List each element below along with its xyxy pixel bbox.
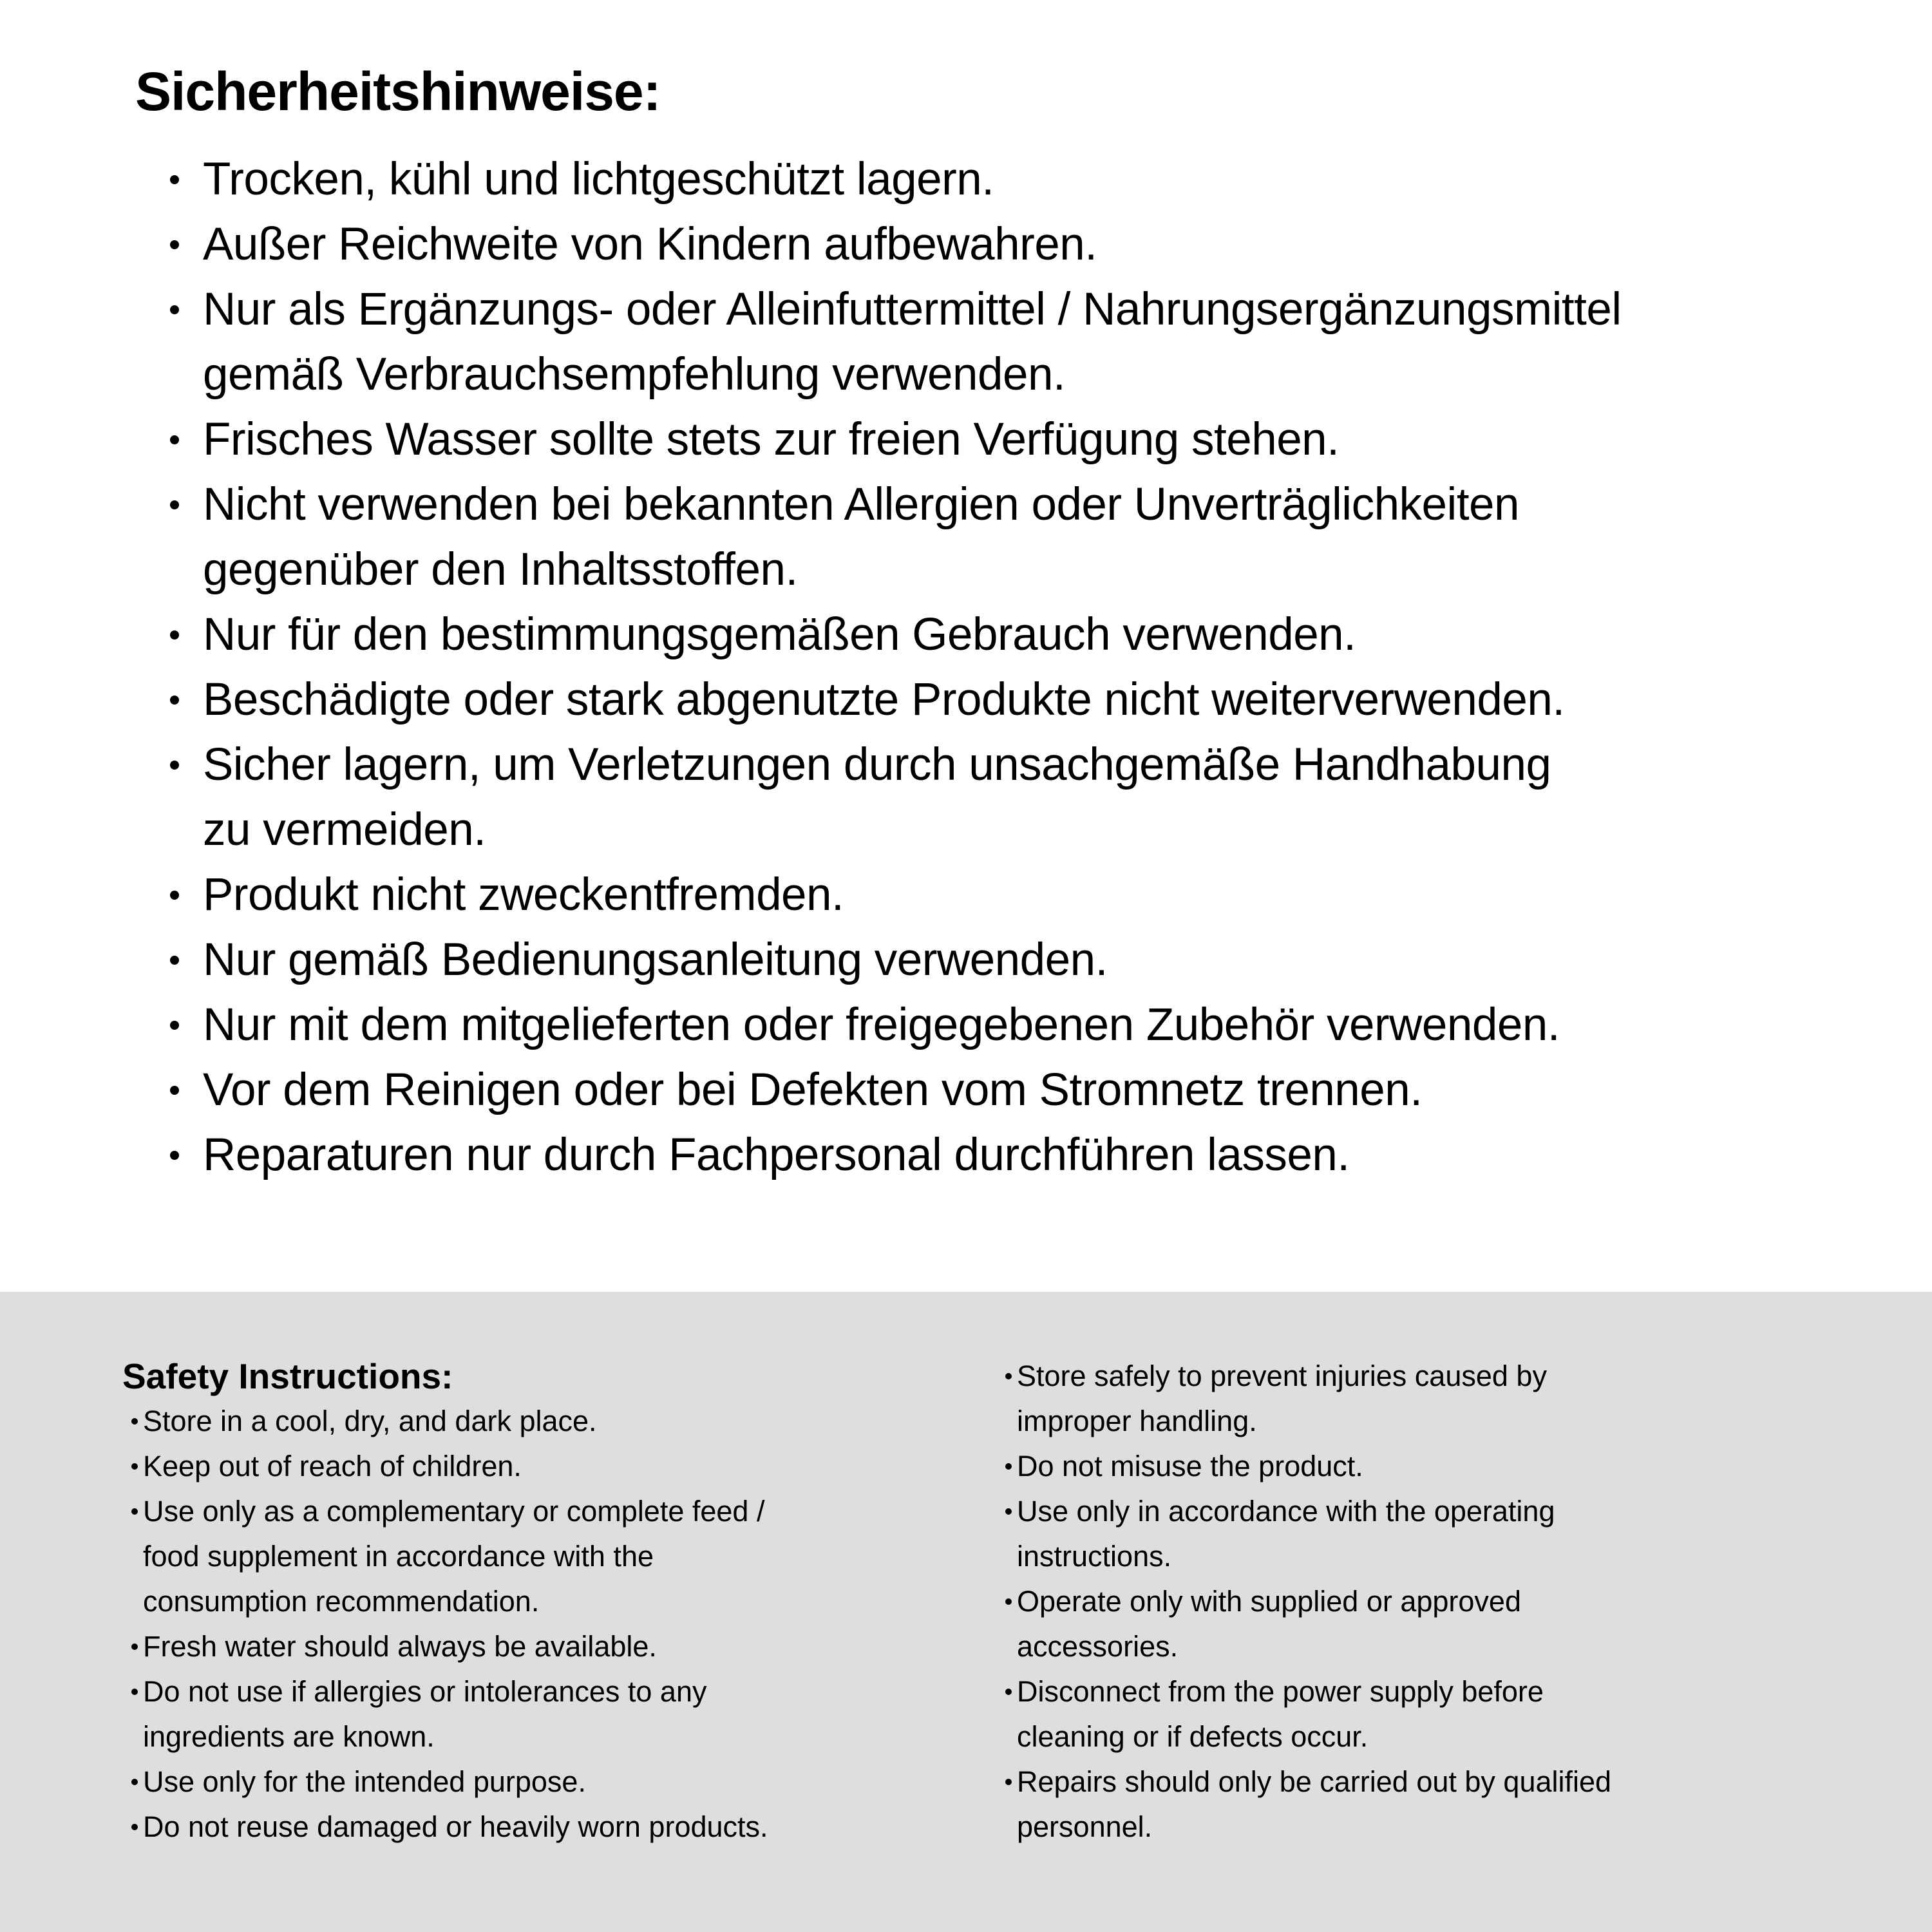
list-item: Trocken, kühl und lichtgeschützt lagern. [135, 147, 1810, 212]
german-safety-list [135, 147, 1810, 1188]
list-item: Fresh water should always be available. [122, 1624, 1005, 1669]
english-safety-list-right [1001, 1354, 1916, 1850]
list-item: Operate only with supplied or approved accessories. [1001, 1579, 1916, 1669]
list-item: Nicht verwenden bei bekannten Allergien oder Unverträglichkeiten gegenüber den Inhaltsstoffen. [135, 472, 1810, 602]
list-item: Disconnect from the power supply before cleaning or if defects occur. [1001, 1669, 1916, 1759]
list-item: Use only for the intended purpose. [122, 1759, 1005, 1804]
list-item: Nur als Ergänzungs- oder Alleinfuttermittel / Nahrungsergänzungsmittel gemäß Verbrauchsempfehlung verwenden. [135, 277, 1810, 407]
list-item: Nur mit dem mitgelieferten oder freigegebenen Zubehör verwenden. [135, 992, 1810, 1057]
english-left-column [122, 1354, 1005, 1850]
list-item: Reparaturen nur durch Fachpersonal durchführen lassen. [135, 1122, 1810, 1188]
list-item: Repairs should only be carried out by qualified personnel. [1001, 1759, 1916, 1850]
german-section-title: Sicherheitshinweise: [135, 61, 661, 122]
list-item: Use only as a complementary or complete feed / food supplement in accordance with the consumption recommendation. [122, 1489, 1005, 1624]
list-item: Vor dem Reinigen oder bei Defekten vom Stromnetz trennen. [135, 1057, 1810, 1122]
list-item: Do not misuse the product. [1001, 1444, 1916, 1489]
english-safety-list-left [122, 1399, 1005, 1850]
list-item: Beschädigte oder stark abgenutzte Produkte nicht weiterverwenden. [135, 667, 1810, 732]
english-safety-section [0, 1292, 1932, 1932]
english-section-title: Safety Instructions: [122, 1356, 453, 1396]
english-right-column [1001, 1354, 1916, 1850]
list-item: Store safely to prevent injuries caused by improper handling. [1001, 1354, 1916, 1444]
list-item: Sicher lagern, um Verletzungen durch unsachgemäße Handhabung zu vermeiden. [135, 732, 1810, 862]
list-item: Store in a cool, dry, and dark place. [122, 1399, 1005, 1444]
list-item: Keep out of reach of children. [122, 1444, 1005, 1489]
list-item: Do not use if allergies or intolerances to any ingredients are known. [122, 1669, 1005, 1759]
list-item: Produkt nicht zweckentfremden. [135, 862, 1810, 927]
list-item: Nur für den bestimmungsgemäßen Gebrauch verwenden. [135, 602, 1810, 667]
list-item: Außer Reichweite von Kindern aufbewahren. [135, 212, 1810, 277]
list-item: Do not reuse damaged or heavily worn products. [122, 1804, 1005, 1850]
list-item: Nur gemäß Bedienungsanleitung verwenden. [135, 927, 1810, 992]
list-item: Use only in accordance with the operating instructions. [1001, 1489, 1916, 1579]
list-item: Frisches Wasser sollte stets zur freien Verfügung stehen. [135, 407, 1810, 472]
